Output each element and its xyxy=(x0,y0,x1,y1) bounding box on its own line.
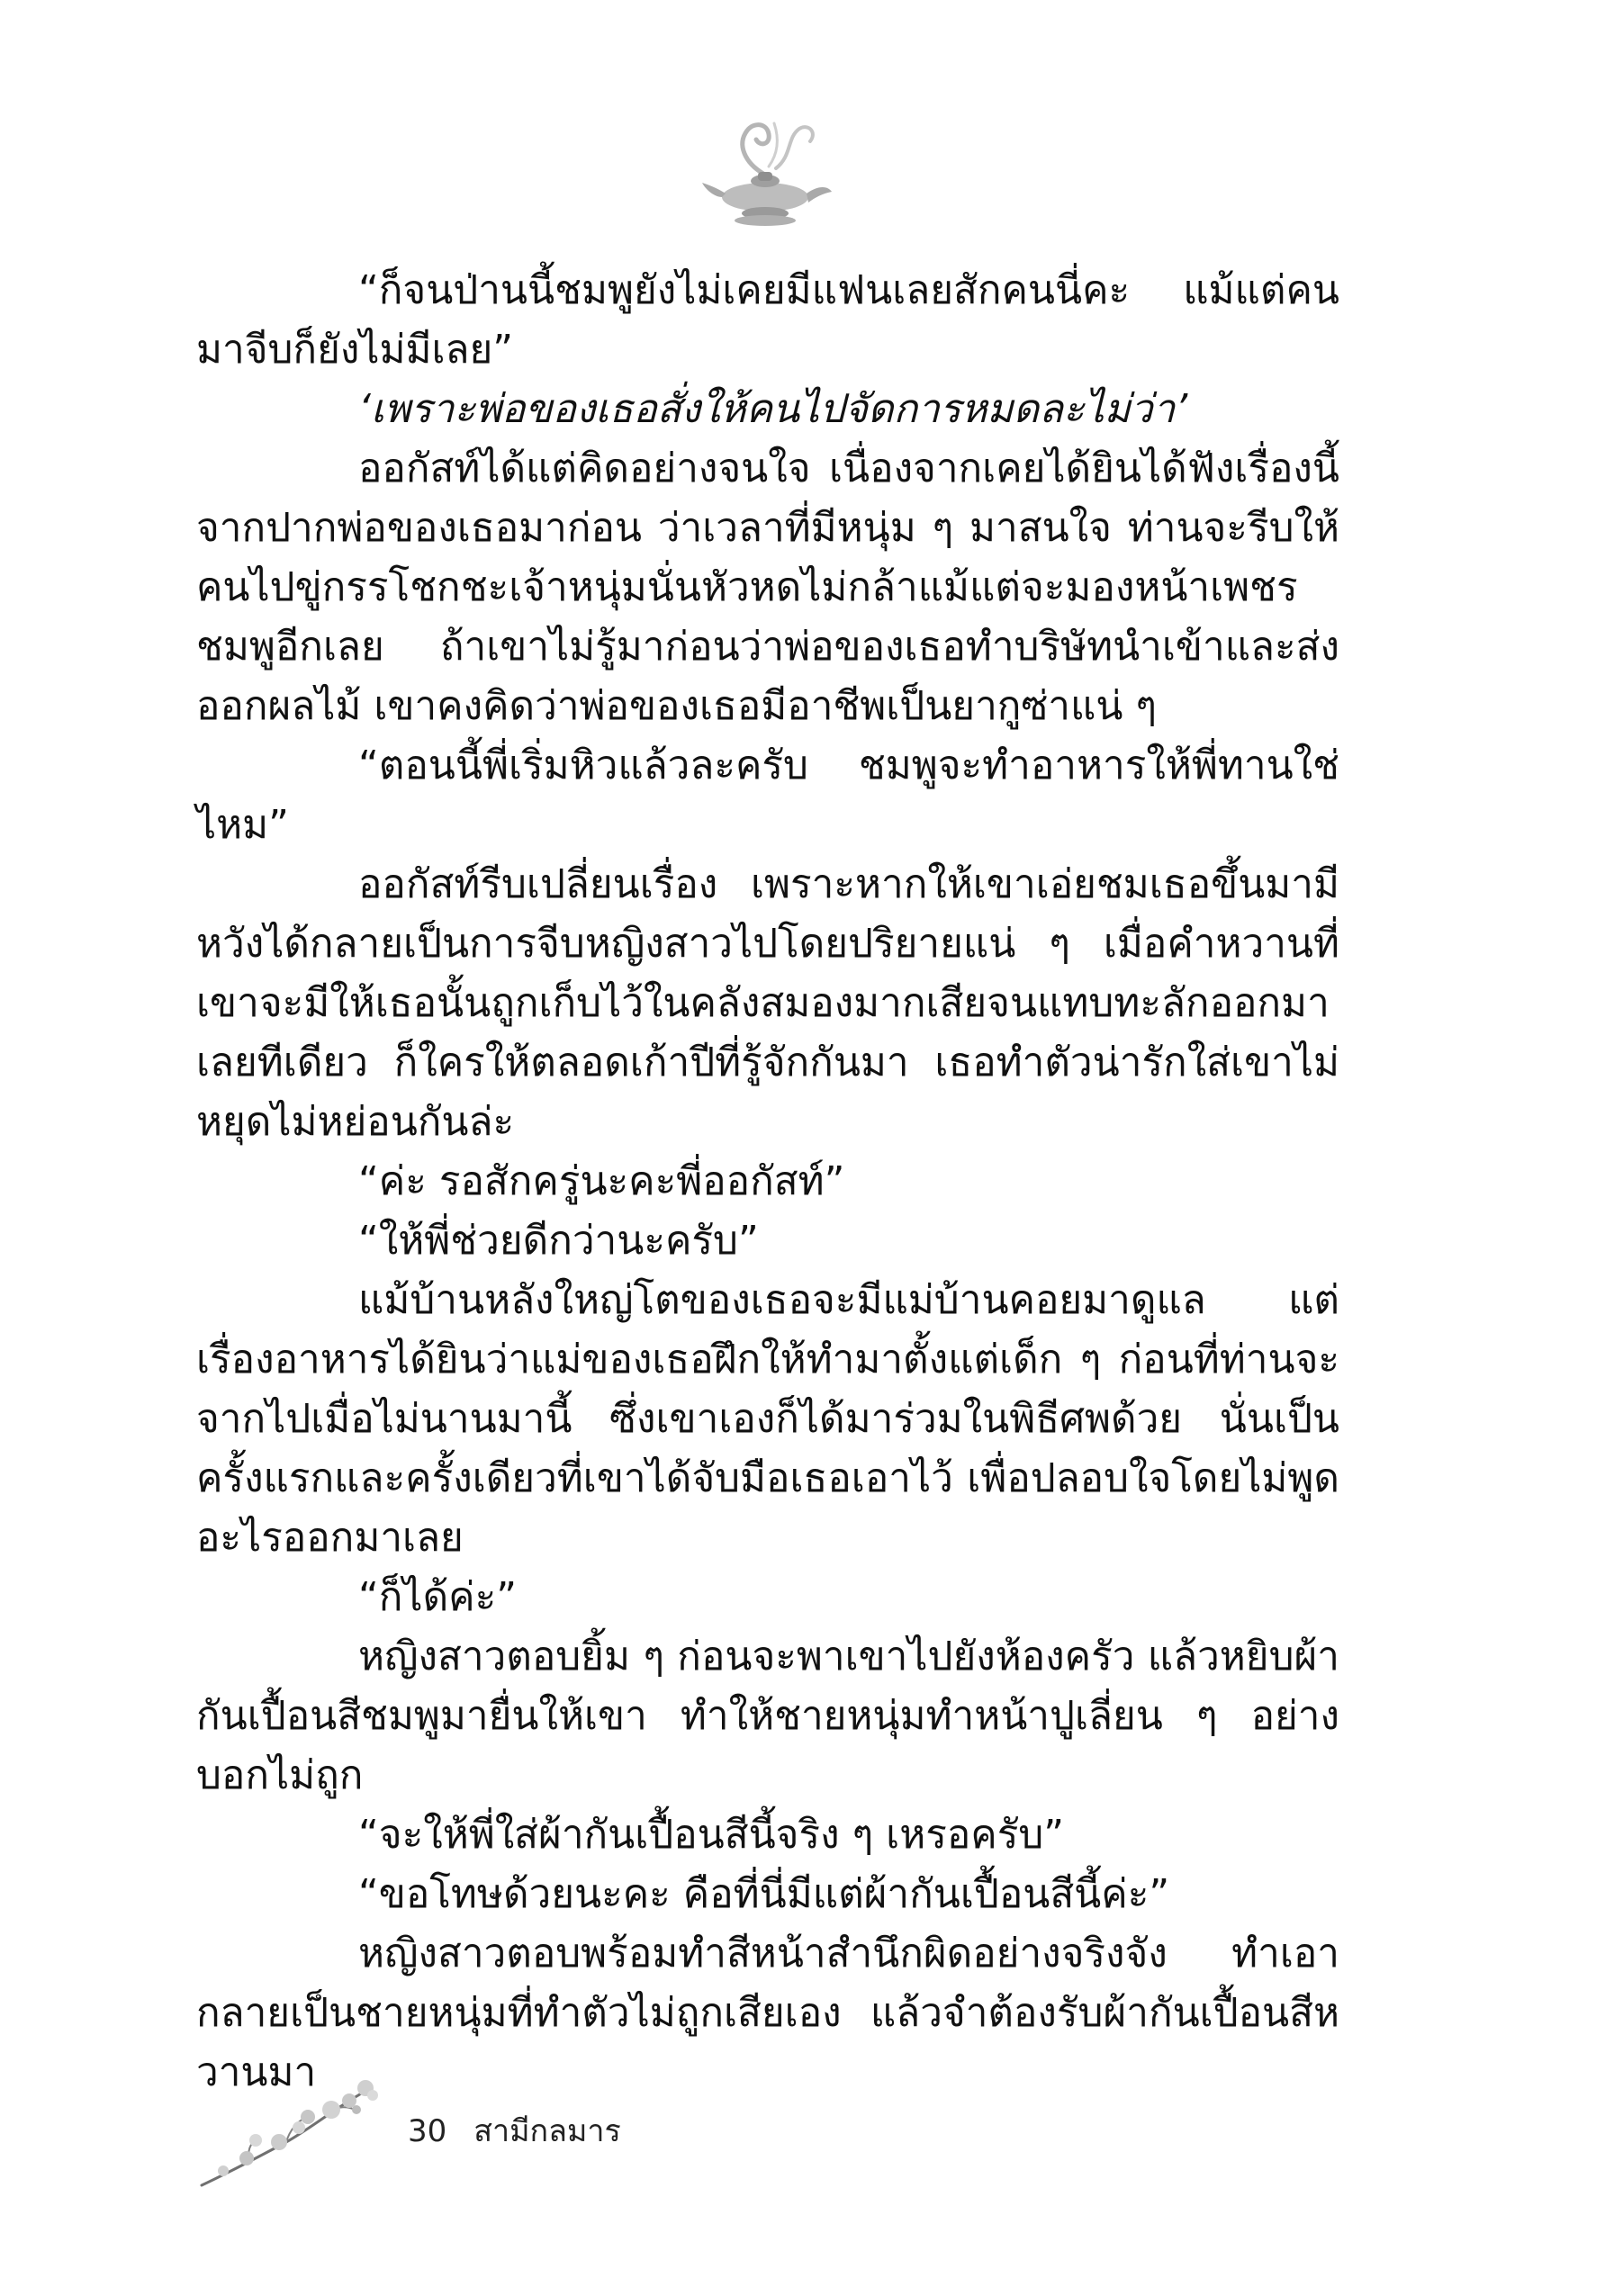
paragraph-narration: หญิงสาวตอบยิ้ม ๆ ก่อนจะพาเขาไปยังห้องครัว แล้วหยิบผ้ากันเปื้อนสีชมพูมายื่นให้เขา ทำให้ชายหนุ่มทำหน้าปูเลี่ยน ๆ อย่างบอกไม่ถูก xyxy=(196,1634,1339,1798)
paragraph-dialogue: “ให้พี่ช่วยดีกว่านะครับ” xyxy=(358,1218,759,1264)
page-number: 30 xyxy=(408,2113,447,2149)
paragraph-dialogue: “ขอโทษด้วยนะคะ คือที่นี่มีแต่ผ้ากันเปื้อนสีนี้ค่ะ” xyxy=(358,1871,1170,1917)
paragraph-dialogue: “ค่ะ รอสักครู่นะคะพี่ออกัสท์” xyxy=(358,1158,845,1204)
blossom-branch-icon xyxy=(196,2070,394,2187)
paragraph-dialogue: “ตอนนี้พี่เริ่มหิวแล้วละครับ ชมพูจะทำอาหารให้พี่ทานใช่ไหม” xyxy=(196,743,1339,848)
paragraph-dialogue: “ก็จนป่านนี้ชมพูยังไม่เคยมีแฟนเลยสักคนนี่คะ แม้แต่คนมาจีบก็ยังไม่มีเลย” xyxy=(196,267,1339,373)
paragraph-narration: ออกัสท์รีบเปลี่ยนเรื่อง เพราะหากให้เขาเอ่ยชมเธอขึ้นมามีหวังได้กลายเป็นการจีบหญิงสาวไปโดยปริยายแน่ ๆ เมื่อคำหวานที่เขาจะมีให้เธอนั้นถูกเก็บไว้ในคลังสมองมากเสียจนแทบทะลักออกมาเลยทีเดียว ก็ใครให้ตลอดเก้าปีที่รู้จักกันมา เธอทำตัวน่ารักใส่เขาไม่หยุดไม่หย่อนกันล่ะ xyxy=(196,861,1339,1145)
page-folio xyxy=(408,2106,648,2155)
paragraph-narration: หญิงสาวตอบพร้อมทำสีหน้าสำนึกผิดอย่างจริงจัง ทำเอากลายเป็นชายหนุ่มที่ทำตัวไม่ถูกเสียเอง แล้วจำต้องรับผ้ากันเปื้อนสีหวานมา xyxy=(196,1931,1339,2095)
paragraph-dialogue: “จะให้พี่ใส่ผ้ากันเปื้อนสีนี้จริง ๆ เหรอครับ” xyxy=(358,1812,1065,1858)
paragraph-narration: แม้บ้านหลังใหญ่โตของเธอจะมีแม่บ้านคอยมาดูแล แต่เรื่องอาหารได้ยินว่าแม่ของเธอฝึกให้ทำมาตั้งแต่เด็ก ๆ ก่อนที่ท่านจะจากไปเมื่อไม่นานมานี้ ซึ่งเขาเองก็ได้มาร่วมในพิธีศพด้วย นั่นเป็นครั้งแรกและครั้งเดียวที่เขาได้จับมือเธอเอาไว้ เพื่อปลอบใจโดยไม่พูดอะไรออกมาเลย xyxy=(196,1277,1339,1561)
book-title: สามีกลมาร xyxy=(473,2113,621,2149)
paragraph-dialogue: “ก็ได้ค่ะ” xyxy=(358,1574,517,1620)
paragraph-thought: ‘เพราะพ่อของเธอสั่งให้คนไปจัดการหมดละไม่ว่า’ xyxy=(358,386,1188,432)
page-footer xyxy=(196,2070,1339,2178)
genie-lamp-icon xyxy=(693,104,837,239)
paragraph-narration: ออกัสท์ได้แต่คิดอย่างจนใจ เนื่องจากเคยได้ยินได้ฟังเรื่องนี้จากปากพ่อของเธอมาก่อน ว่าเวลาที่มีหนุ่ม ๆ มาสนใจ ท่านจะรีบให้คนไปขู่กรรโชกชะเจ้าหนุ่มนั่นหัวหดไม่กล้าแม้แต่จะมองหน้าเพชรชมพูอีกเลย ถ้าเขาไม่รู้มาก่อนว่าพ่อของเธอทำบริษัทนำเข้าและส่งออกผลไม้ เขาคงคิดว่าพ่อของเธอมีอาชีพเป็นยากูซ่าแน่ ๆ xyxy=(196,446,1339,729)
body-text xyxy=(196,261,1339,2102)
